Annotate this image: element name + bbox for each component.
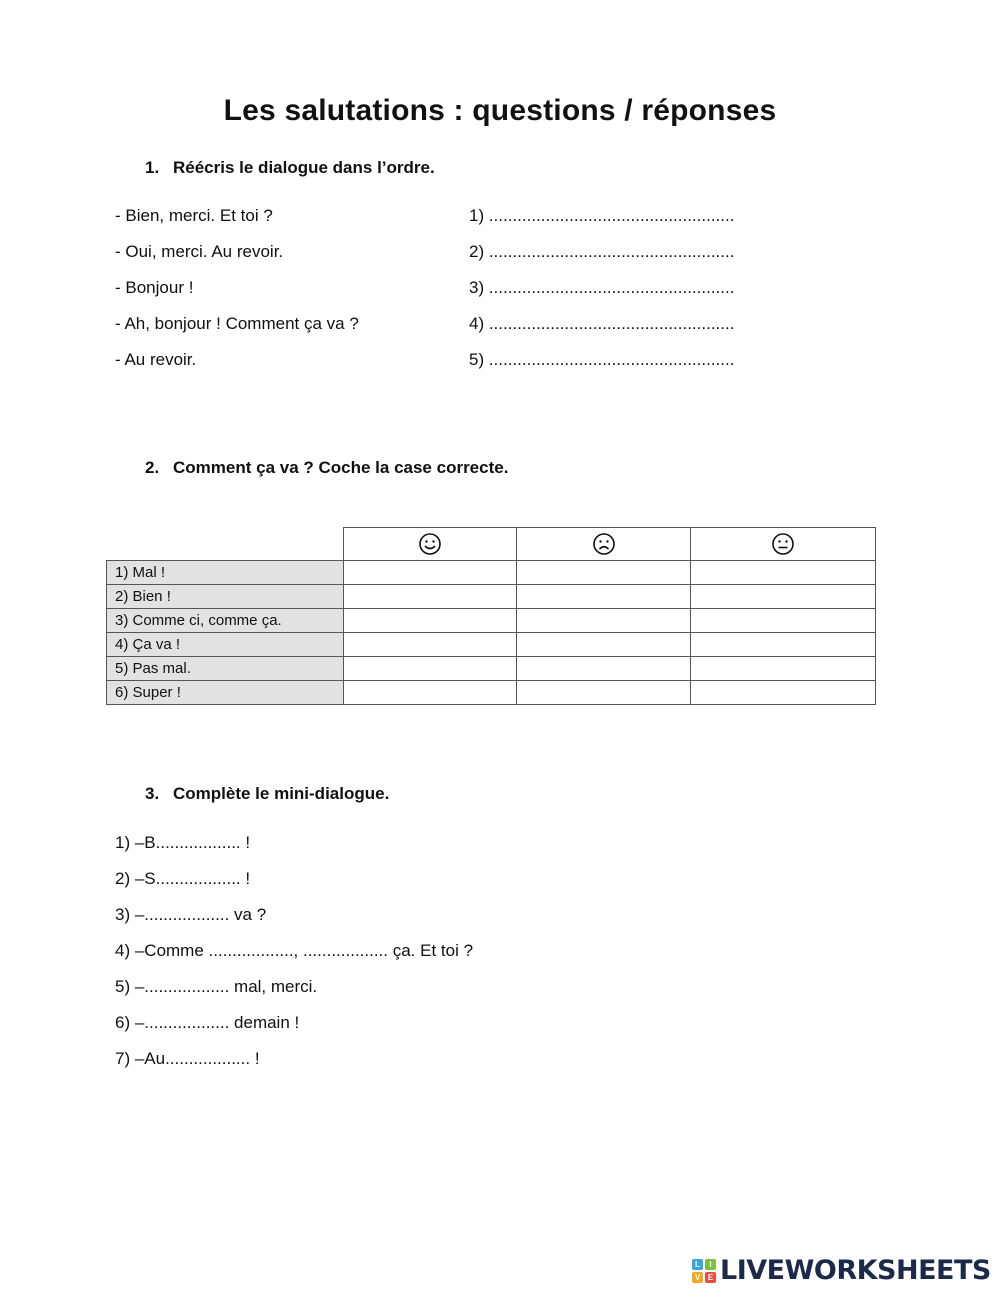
frowning-face-icon bbox=[592, 532, 616, 556]
table-row bbox=[107, 657, 876, 681]
logo-square: L bbox=[692, 1259, 703, 1270]
answer-lines bbox=[469, 205, 734, 385]
mini-dialogue bbox=[115, 832, 473, 1084]
checkbox-cell-sad[interactable] bbox=[517, 633, 691, 657]
answer-line-1[interactable]: 1) .................................................... bbox=[469, 206, 735, 225]
empty-corner-cell bbox=[107, 528, 344, 561]
neutral-face-icon bbox=[771, 532, 795, 556]
checkbox-cell-sad[interactable] bbox=[517, 657, 691, 681]
section-1-heading bbox=[145, 158, 435, 178]
checkbox-cell-happy[interactable] bbox=[344, 585, 517, 609]
table-row bbox=[107, 609, 876, 633]
checkbox-cell-neutral[interactable] bbox=[691, 609, 876, 633]
page-title: Les salutations : questions / réponses bbox=[223, 94, 777, 127]
mood-table bbox=[106, 527, 876, 705]
row-label: 6) Super ! bbox=[107, 681, 344, 705]
table-row bbox=[107, 633, 876, 657]
table-row bbox=[107, 681, 876, 705]
logo-square: V bbox=[692, 1272, 703, 1283]
logo-square: I bbox=[705, 1259, 716, 1270]
fill-in-line-6[interactable]: 6) –.................. demain ! bbox=[115, 1013, 300, 1032]
liveworksheets-logo bbox=[692, 1255, 991, 1286]
dialogue-line: - Au revoir. bbox=[115, 350, 197, 369]
table-row bbox=[107, 561, 876, 585]
section-2-instruction: Comment ça va ? Coche la case correcte. bbox=[173, 458, 509, 477]
logo-text: LIVEWORKSHEETS bbox=[720, 1255, 991, 1286]
section-2-heading bbox=[145, 458, 508, 478]
checkbox-cell-happy[interactable] bbox=[344, 633, 517, 657]
mood-table-header bbox=[107, 528, 876, 561]
section-3-instruction: Complète le mini-dialogue. bbox=[173, 784, 390, 803]
answer-line-4[interactable]: 4) .................................................... bbox=[469, 314, 735, 333]
header-sad bbox=[517, 528, 691, 561]
checkbox-cell-happy[interactable] bbox=[344, 657, 517, 681]
row-label: 1) Mal ! bbox=[107, 561, 344, 585]
row-label: 3) Comme ci, comme ça. bbox=[107, 609, 344, 633]
checkbox-cell-neutral[interactable] bbox=[691, 561, 876, 585]
row-label: 5) Pas mal. bbox=[107, 657, 344, 681]
answer-line-5[interactable]: 5) .................................................... bbox=[469, 350, 735, 369]
answer-line-2[interactable]: 2) .................................................... bbox=[469, 242, 735, 261]
header-happy bbox=[344, 528, 517, 561]
smiling-face-icon bbox=[418, 532, 442, 556]
checkbox-cell-happy[interactable] bbox=[344, 561, 517, 585]
dialogue-line: - Oui, merci. Au revoir. bbox=[115, 242, 284, 261]
dialogue-line: - Bonjour ! bbox=[115, 278, 194, 297]
fill-in-line-4[interactable]: 4) –Comme .................., .................. ça. Et toi ? bbox=[115, 941, 474, 960]
checkbox-cell-neutral[interactable] bbox=[691, 657, 876, 681]
checkbox-cell-sad[interactable] bbox=[517, 561, 691, 585]
checkbox-cell-sad[interactable] bbox=[517, 681, 691, 705]
row-label: 4) Ça va ! bbox=[107, 633, 344, 657]
dialogue-line: - Bien, merci. Et toi ? bbox=[115, 206, 273, 225]
section-1-number: 1. bbox=[145, 158, 160, 177]
logo-squares-icon bbox=[692, 1259, 716, 1283]
checkbox-cell-happy[interactable] bbox=[344, 609, 517, 633]
checkbox-cell-neutral[interactable] bbox=[691, 633, 876, 657]
fill-in-line-5[interactable]: 5) –.................. mal, merci. bbox=[115, 977, 318, 996]
fill-in-line-1[interactable]: 1) –B.................. ! bbox=[115, 833, 251, 852]
checkbox-cell-sad[interactable] bbox=[517, 609, 691, 633]
row-label: 2) Bien ! bbox=[107, 585, 344, 609]
dialogue-lines bbox=[115, 205, 359, 385]
header-neutral bbox=[691, 528, 876, 561]
fill-in-line-7[interactable]: 7) –Au.................. ! bbox=[115, 1049, 260, 1068]
checkbox-cell-neutral[interactable] bbox=[691, 681, 876, 705]
checkbox-cell-happy[interactable] bbox=[344, 681, 517, 705]
section-1-instruction: Réécris le dialogue dans l’ordre. bbox=[173, 158, 435, 177]
fill-in-line-2[interactable]: 2) –S.................. ! bbox=[115, 869, 251, 888]
answer-line-3[interactable]: 3) .................................................... bbox=[469, 278, 735, 297]
table-row bbox=[107, 585, 876, 609]
fill-in-line-3[interactable]: 3) –.................. va ? bbox=[115, 905, 267, 924]
section-3-heading bbox=[145, 784, 389, 804]
checkbox-cell-sad[interactable] bbox=[517, 585, 691, 609]
checkbox-cell-neutral[interactable] bbox=[691, 585, 876, 609]
section-3-number: 3. bbox=[145, 784, 160, 803]
dialogue-line: - Ah, bonjour ! Comment ça va ? bbox=[115, 314, 359, 333]
logo-square: E bbox=[705, 1272, 716, 1283]
section-2-number: 2. bbox=[145, 458, 160, 477]
